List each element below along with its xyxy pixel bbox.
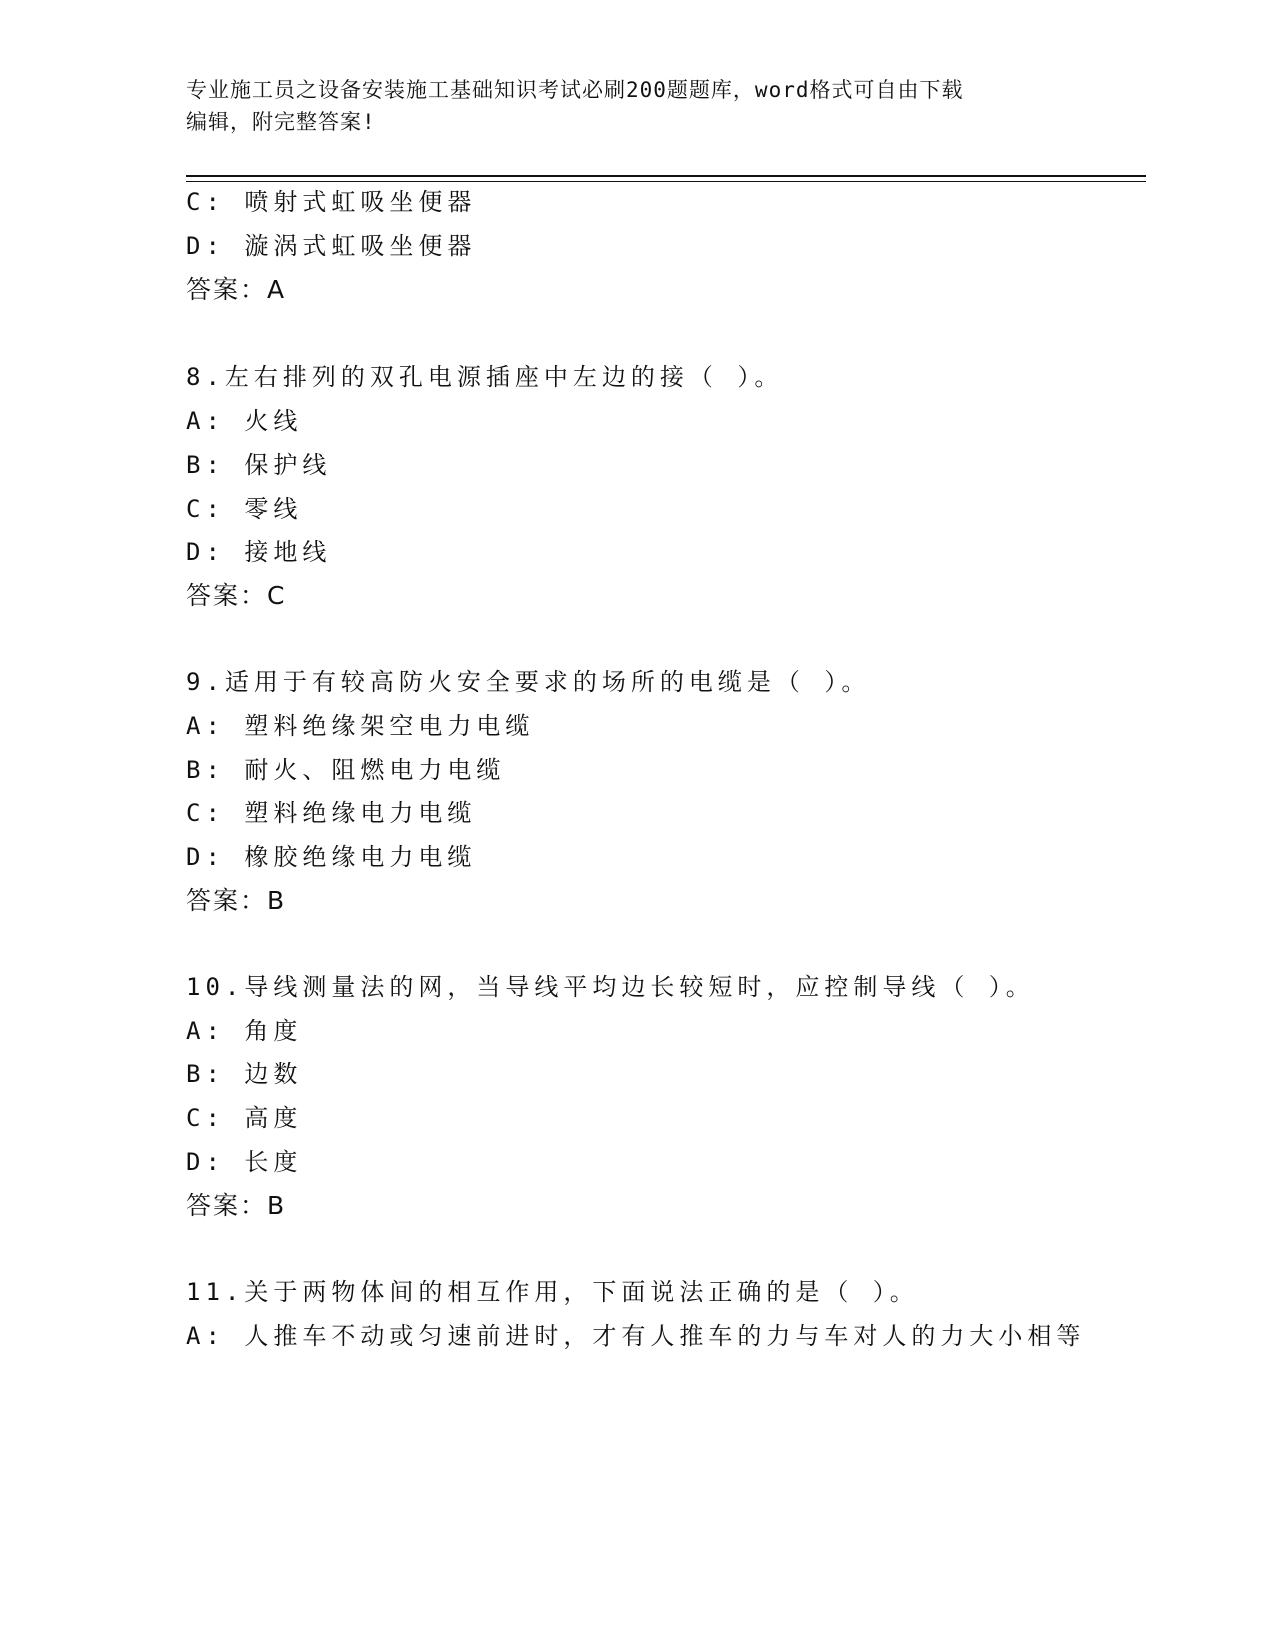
question-8-stem: 8.左右排列的双孔电源插座中左边的接（ ）。 [186,363,784,391]
question-8-option-d: D: 接地线 [186,538,332,566]
question-8-answer: 答案：C [186,581,287,610]
header-divider-thin [186,181,1146,182]
question-10-option-a: A: 角度 [186,1017,303,1045]
prev-option-c: C: 喷射式虹吸坐便器 [186,188,477,216]
question-9-option-a: A: 塑料绝缘架空电力电缆 [186,712,535,740]
question-9-stem: 9.适用于有较高防火安全要求的场所的电缆是（ ）。 [186,668,871,696]
question-9-option-b: B: 耐火、阻燃电力电缆 [186,756,506,784]
prev-option-d: D: 漩涡式虹吸坐便器 [186,232,477,260]
question-8-option-c: C: 零线 [186,495,303,523]
question-9-answer: 答案：B [186,886,287,915]
question-10-option-d: D: 长度 [186,1148,303,1176]
question-11-stem: 11.关于两物体间的相互作用，下面说法正确的是（ ）。 [186,1278,919,1306]
header-divider-thick [186,175,1146,177]
question-10-option-b: B: 边数 [186,1060,303,1088]
question-9-option-c: C: 塑料绝缘电力电缆 [186,799,477,827]
question-9-option-d: D: 橡胶绝缘电力电缆 [186,843,477,871]
question-11-option-a: A: 人推车不动或匀速前进时，才有人推车的力与车对人的力大小相等 [186,1322,1086,1350]
prev-answer: 答案：A [186,275,287,304]
header-title-line-1: 专业施工员之设备安装施工基础知识考试必刷200题题库，word格式可自由下载 [186,78,964,102]
question-8-option-b: B: 保护线 [186,451,332,479]
header-title-line-2: 编辑，附完整答案! [186,110,376,134]
question-8-option-a: A: 火线 [186,407,303,435]
document-header [186,74,1066,138]
question-10-option-c: C: 高度 [186,1104,303,1132]
question-10-stem: 10.导线测量法的网，当导线平均边长较短时，应控制导线（ ）。 [186,973,1035,1001]
question-10-answer: 答案：B [186,1191,287,1220]
